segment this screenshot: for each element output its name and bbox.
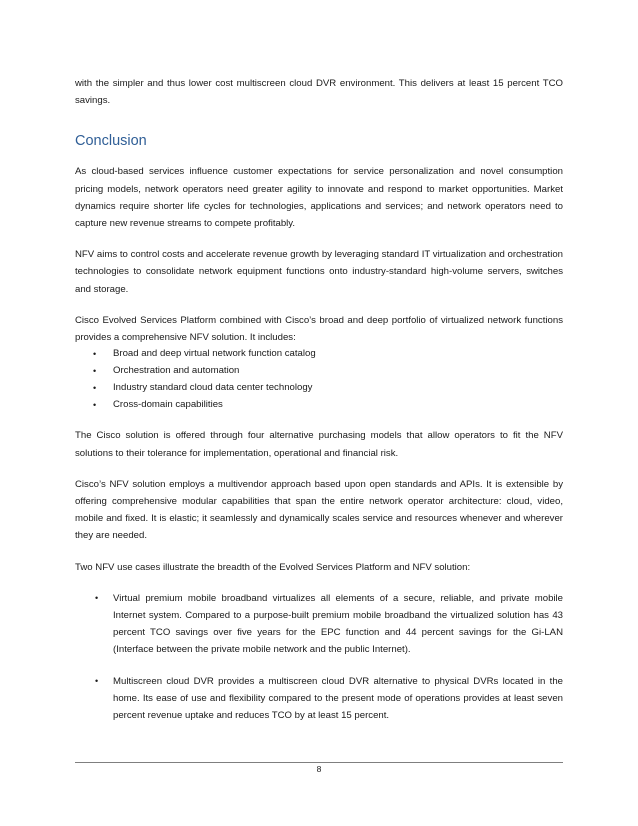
list-item: • Multiscreen cloud DVR provides a multiscreen cloud DVR alternative to physical DVRs located in the home. Its ease of use and flexibility compared to the present mode of operations provides at least seven percent revenue uptake and reduces TCO by at least 15 percent. — [95, 673, 563, 725]
bullet-icon: • — [95, 675, 99, 686]
list-item: • Broad and deep virtual network function catalog — [93, 346, 563, 363]
paragraph-nfv-aims: NFV aims to control costs and accelerate revenue growth by leveraging standard IT virtualization and orchestration technologies to consolidate network equipment functions onto industry-standard high-volume servers, switches and storage. — [75, 249, 563, 295]
paragraph-cisco-esp: Cisco Evolved Services Platform combined with Cisco’s broad and deep portfolio of virtualized network functions provides a comprehensive NFV solution. It includes: — [75, 314, 563, 344]
footer-divider — [75, 762, 563, 763]
list-item: • Virtual premium mobile broadband virtualizes all elements of a secure, reliable, and private mobile Internet system. Compared to a purpose-built premium mobile broadband the virtualized solution has 43 percent TCO savings over five years for the EPC function and 44 percent savings for the Gi-LAN (Interface between the private mobile network and the public Internet). — [95, 590, 563, 659]
page-number: 8 — [316, 764, 322, 774]
paragraph-purchasing-models: The Cisco solution is offered through four alternative purchasing models that allow operators to fit the NFV solutions to their tolerance for implementation, operational and financial risk. — [75, 430, 563, 459]
list-item: • Industry standard cloud data center technology — [93, 380, 563, 397]
paragraph-use-cases-intro: Two NFV use cases illustrate the breadth of the Evolved Services Platform and NFV solution: — [75, 561, 471, 573]
bullet-icon: • — [93, 382, 97, 393]
bullet-icon: • — [93, 399, 97, 410]
intro-paragraph: with the simpler and thus lower cost multiscreen cloud DVR environment. This delivers at least 15 percent TCO savings. — [75, 78, 563, 107]
paragraph-multivendor: Cisco’s NFV solution employs a multivendor approach based upon open standards and APIs. It is extensible by offering comprehensive modular capabilities that span the entire network operator architecture: cloud, video, mobile and fixed. It is elastic; it seamlessly and dynamically scales service and resources whenever and wherever they are needed. — [75, 478, 563, 542]
paragraph-cloud-services: As cloud-based services influence customer expectations for service personalization and novel consumption pricing models, network operators need greater agility to innovate and respond to market opportunities. Market dynamics require shorter life cycles for technologies, applications and services; and network operators need to capture new revenue streams to compete profitably. — [75, 166, 563, 230]
bullet-icon: • — [93, 366, 97, 377]
use-cases-list — [75, 590, 563, 724]
bullet-icon: • — [95, 592, 99, 603]
includes-list — [75, 346, 563, 413]
bullet-icon: • — [93, 349, 97, 360]
page-content — [75, 75, 563, 724]
list-item: • Cross-domain capabilities — [93, 397, 563, 414]
section-heading-conclusion: Conclusion — [75, 133, 147, 150]
list-item: • Orchestration and automation — [93, 363, 563, 380]
